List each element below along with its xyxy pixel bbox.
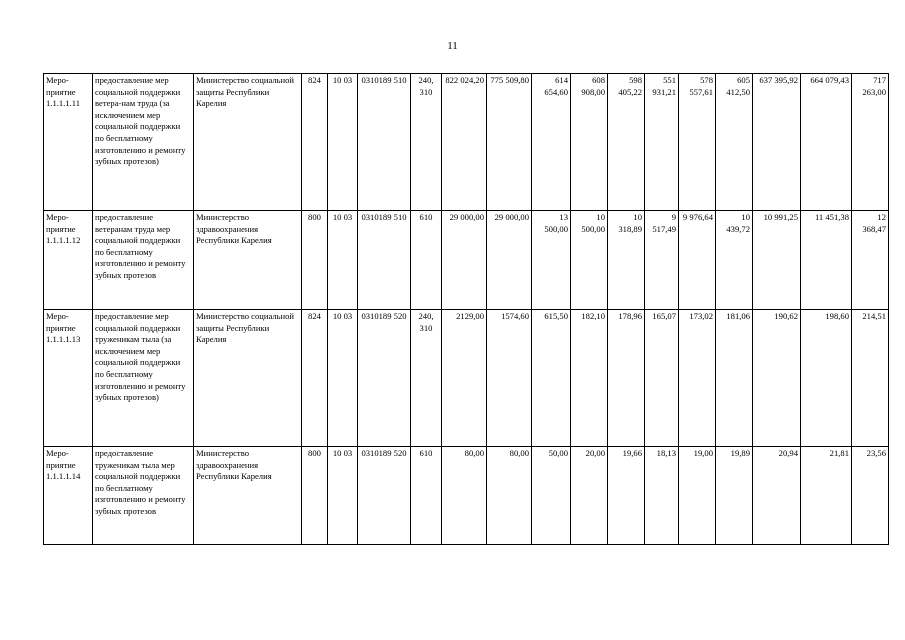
amount-cell: 20,00: [571, 447, 608, 545]
amount-cell: 10 318,89: [608, 211, 645, 310]
event-description: предоставление труженикам тыла мер социальной поддержки по бесплатному изготовлению и ремонту зубных протезов: [93, 447, 194, 545]
section-code: 10 03: [328, 211, 358, 310]
amount-cell: 637 395,92: [753, 74, 801, 211]
responsible-organization: Министерство здравоохранения Республики Карелия: [194, 211, 302, 310]
budget-table: [43, 73, 889, 545]
amount-cell: 19,00: [679, 447, 716, 545]
grbs-code: 800: [302, 447, 328, 545]
amount-cell: 551 931,21: [645, 74, 679, 211]
amount-cell: 29 000,00: [487, 211, 532, 310]
section-code: 10 03: [328, 447, 358, 545]
amount-cell: 18,13: [645, 447, 679, 545]
amount-cell: 9 517,49: [645, 211, 679, 310]
amount-cell: 80,00: [442, 447, 487, 545]
target-article-code: 0310189 510: [358, 211, 411, 310]
page-number: 11: [447, 40, 458, 52]
amount-cell: 173,02: [679, 310, 716, 447]
amount-cell: 29 000,00: [442, 211, 487, 310]
grbs-code: 824: [302, 74, 328, 211]
event-code: Меро-приятие 1.1.1.1.12: [44, 211, 93, 310]
amount-cell: 178,96: [608, 310, 645, 447]
amount-cell: 578 557,61: [679, 74, 716, 211]
table-row: [44, 447, 889, 545]
amount-cell: 19,89: [716, 447, 753, 545]
section-code: 10 03: [328, 74, 358, 211]
amount-cell: 20,94: [753, 447, 801, 545]
responsible-organization: Министерство социальной защиты Республики Карелия: [194, 310, 302, 447]
target-article-code: 0310189 520: [358, 310, 411, 447]
amount-cell: 10 439,72: [716, 211, 753, 310]
expense-type-code: 240, 310: [411, 310, 442, 447]
table-row: [44, 74, 889, 211]
amount-cell: 608 908,00: [571, 74, 608, 211]
expense-type-code: 240, 310: [411, 74, 442, 211]
table-row: [44, 211, 889, 310]
amount-cell: 23,56: [852, 447, 889, 545]
amount-cell: 19,66: [608, 447, 645, 545]
amount-cell: 80,00: [487, 447, 532, 545]
amount-cell: 775 509,80: [487, 74, 532, 211]
amount-cell: 717 263,00: [852, 74, 889, 211]
amount-cell: 10 500,00: [571, 211, 608, 310]
amount-cell: 598 405,22: [608, 74, 645, 211]
amount-cell: 10 991,25: [753, 211, 801, 310]
grbs-code: 824: [302, 310, 328, 447]
amount-cell: 9 976,64: [679, 211, 716, 310]
event-description: предоставление мер социальной поддержки ветера-нам труда (за исключением мер социальной поддержки по бесплатному изготовлению и ремонту зубных протезов): [93, 74, 194, 211]
table-row: [44, 310, 889, 447]
amount-cell: 190,62: [753, 310, 801, 447]
grbs-code: 800: [302, 211, 328, 310]
section-code: 10 03: [328, 310, 358, 447]
amount-cell: 50,00: [532, 447, 571, 545]
event-description: предоставление мер социальной поддержки труженикам тыла (за исключением мер социальной поддержки по бесплатному изготовлению и ремонту зубных протезов): [93, 310, 194, 447]
amount-cell: 21,81: [801, 447, 852, 545]
event-code: Меро-приятие 1.1.1.1.14: [44, 447, 93, 545]
amount-cell: 11 451,38: [801, 211, 852, 310]
amount-cell: 1574,60: [487, 310, 532, 447]
event-description: предоставление ветеранам труда мер социальной поддержки по бесплатному изготовлению и ремонту зубных протезов: [93, 211, 194, 310]
event-code: Меро-приятие 1.1.1.1.13: [44, 310, 93, 447]
responsible-organization: Министерство здравоохранения Республики Карелия: [194, 447, 302, 545]
responsible-organization: Министерство социальной защиты Республики Карелия: [194, 74, 302, 211]
event-code: Меро-приятие 1.1.1.1.11: [44, 74, 93, 211]
target-article-code: 0310189 520: [358, 447, 411, 545]
amount-cell: 2129,00: [442, 310, 487, 447]
amount-cell: 822 024,20: [442, 74, 487, 211]
amount-cell: 165,07: [645, 310, 679, 447]
amount-cell: 605 412,50: [716, 74, 753, 211]
expense-type-code: 610: [411, 447, 442, 545]
amount-cell: 198,60: [801, 310, 852, 447]
amount-cell: 214,51: [852, 310, 889, 447]
amount-cell: 615,50: [532, 310, 571, 447]
expense-type-code: 610: [411, 211, 442, 310]
target-article-code: 0310189 510: [358, 74, 411, 211]
amount-cell: 181,06: [716, 310, 753, 447]
amount-cell: 614 654,60: [532, 74, 571, 211]
amount-cell: 12 368,47: [852, 211, 889, 310]
amount-cell: 182,10: [571, 310, 608, 447]
amount-cell: 13 500,00: [532, 211, 571, 310]
amount-cell: 664 079,43: [801, 74, 852, 211]
